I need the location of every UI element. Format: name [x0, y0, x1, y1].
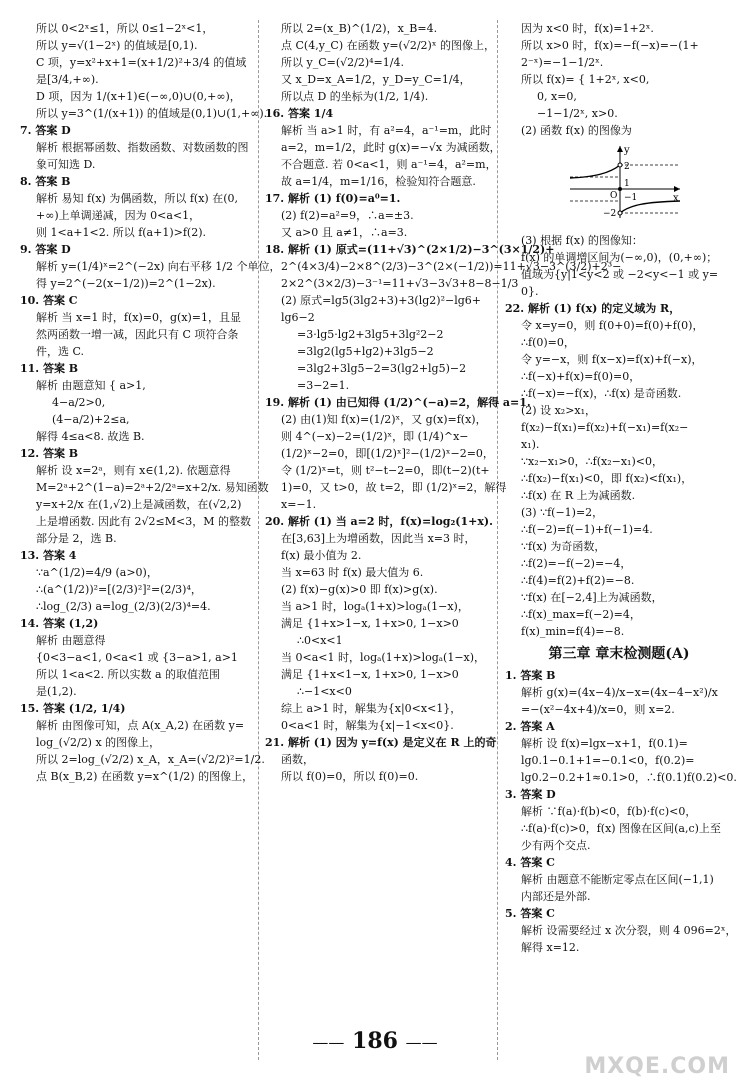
text-line: 21. 解析 (1) 因为 y=f(x) 是定义在 R 上的奇: [265, 736, 497, 749]
text-line: 在[3,63]上为增函数，因此当 x=3 时，: [281, 532, 476, 545]
text-line: 当 0<a<1 时，logₐ(1+x)>logₐ(1−x)，: [281, 651, 486, 664]
text-line: (3) ∵f(−1)=2，: [521, 506, 604, 519]
text-line: 解析 根据幂函数、指数函数、对数函数的图: [36, 141, 249, 154]
text-line: 2^(4×3/4)−2×8^(2/3)−3^(2×(−1/2))=11+√3−3^(3/2)+2³−: [281, 260, 622, 273]
text-line: x₁).: [521, 438, 540, 451]
text-line: x=−1.: [281, 498, 317, 511]
text-line: 5. 答案 C: [505, 907, 555, 920]
text-line: 解得 4≤a<8. 故选 B.: [36, 430, 145, 443]
text-line: {0<3−a<1, 0<a<1 或 {3−a>1, a>1: [36, 651, 238, 664]
text-line: 解析 设需要经过 x 次分裂，则 4 096=2ˣ，: [521, 924, 737, 937]
text-line: 所以 f(0)=0，所以 f(0)=0.: [281, 770, 419, 783]
text-line: 18. 解析 (1) 原式=(11+√3)^(2×1/2)−3^(3×1/2)+: [265, 243, 555, 256]
text-line: 解析 设 f(x)=lgx−x+1，f(0.1)=: [521, 737, 688, 750]
text-line: 因为 x<0 时，f(x)=1+2ˣ.: [521, 22, 654, 35]
text-line: (2) 函数 f(x) 的图像为: [521, 124, 632, 137]
text-line: C 项，y=x²+x+1=(x+1/2)²+3/4 的值域: [36, 56, 247, 69]
text-line: 所以 0<2ˣ≤1，所以 0≤1−2ˣ<1，: [36, 22, 214, 35]
text-line: M=2ᵃ+2^(1−a)=2ᵃ+2/2ᵃ=x+2/x. 易知函数: [36, 481, 269, 494]
text-line: 当 x=63 时 f(x) 最大值为 6.: [281, 566, 424, 579]
text-line: 函数，: [281, 753, 314, 766]
text-line: 值域为{y|1<y<2 或 −2<y<−1 或 y=: [521, 268, 719, 281]
text-line: +∞)上单调递减，因为 0<a<1，: [36, 209, 201, 222]
text-line: (2) f(x)−g(x)>0 即 f(x)>g(x).: [281, 583, 438, 596]
text-line: y=x+2/x 在(1,√2)上是减函数，在(√2,2): [36, 498, 242, 511]
text-line: 16. 答案 1/4: [265, 107, 334, 120]
graph-tick-m1: −1: [624, 193, 638, 203]
text-line: −1−1/2ˣ, x>0.: [537, 107, 618, 120]
text-line: 解析 由题意不能断定零点在区间(−1,1): [521, 873, 714, 886]
text-line: 0, x=0,: [537, 90, 577, 103]
text-line: 上是增函数. 因此有 2√2≤M<3，M 的整数: [36, 515, 251, 528]
text-line: 解析 当 a>1 时，有 a²=4，a⁻¹=m，此时: [281, 124, 492, 137]
text-line: 所以 y=√(1−2ˣ) 的值域是[0,1).: [36, 39, 198, 52]
text-line: 所以 y_C=(√2/2)⁴=1/4.: [281, 56, 404, 69]
text-line: ∴f(x)_max=f(−2)=4，: [521, 608, 641, 621]
text-line: 2×2^(3×2/3)−3⁻¹=11+√3−3√3+8−8−1/3: [281, 277, 519, 290]
text-line: lg6−2: [281, 311, 315, 324]
graph-tick-1: 1: [624, 179, 630, 189]
text-line: (4−a/2)+2≤a,: [52, 413, 130, 426]
text-line: 2⁻ˣ)=−1−1/2ˣ.: [521, 56, 604, 69]
text-line: 12. 答案 B: [20, 447, 79, 460]
text-line: 满足 {1+x>1−x, 1+x>0, 1−x>0: [281, 617, 459, 630]
text-line: lg0.1−0.1+1=−0.1<0，f(0.2)=: [521, 754, 695, 767]
page-number: —— 186 ——: [312, 1028, 438, 1054]
text-line: ∴f(−x)+f(x)=f(0)=0，: [521, 370, 641, 383]
text-line: ∴(a^(1/2))²=[(2/3)²]²=(2/3)⁴，: [36, 583, 202, 596]
text-line: =3lg2(lg5+lg2)+3lg5−2: [297, 345, 434, 358]
text-line: 8. 答案 B: [20, 175, 71, 188]
text-line: ∴−1<x<0: [297, 685, 352, 698]
text-line: 令 y=−x，则 f(x−x)=f(x)+f(−x)，: [521, 353, 703, 366]
text-line: 象可知选 D.: [36, 158, 96, 171]
text-line: 部分是 2，选 B.: [36, 532, 117, 545]
text-line: 4. 答案 C: [505, 856, 555, 869]
text-line: (3) 根据 f(x) 的图像知：: [521, 234, 643, 247]
q21-q22-solutions: [505, 232, 733, 640]
text-line: 17. 解析 (1) f(0)=a⁰=1.: [265, 192, 401, 205]
graph-y-label: y: [624, 145, 630, 156]
chapter-title: 第三章 章末检测题(A): [548, 646, 690, 662]
text-line: 1. 答案 B: [505, 669, 556, 682]
graph-origin: O: [610, 191, 618, 201]
text-line: 3. 答案 D: [505, 788, 556, 801]
text-line: (2) 设 x₂>x₁，: [521, 404, 597, 417]
text-line: 所以 2=log_(√2/2) x_A，x_A=(√2/2)²=1/2.: [36, 753, 265, 766]
column-divider-1: [258, 20, 259, 1060]
text-line: 15. 答案 (1/2, 1/4): [20, 702, 126, 715]
watermark: MXQE.COM: [584, 1054, 730, 1079]
text-line: ∵f(x) 为奇函数，: [521, 540, 606, 553]
text-line: ∴f(a)·f(c)>0，f(x) 图像在区间(a,c)上至: [521, 822, 721, 835]
text-line: 则 1<a+1<2. 所以 f(a+1)>f(2).: [36, 226, 206, 239]
text-line: a=2，m=1/2，此时 g(x)=−√x 为减函数，: [281, 141, 501, 154]
text-line: 当 a>1 时，logₐ(1+x)>logₐ(1−x)，: [281, 600, 469, 613]
text-line: 令 x=y=0，则 f(0+0)=f(0)+f(0)，: [521, 319, 704, 332]
text-line: 10. 答案 C: [20, 294, 78, 307]
text-line: ∵a^(1/2)=4/9 (a>0)，: [36, 566, 158, 579]
text-line: =−(x²−4x+4)/x=0，则 x=2.: [521, 703, 675, 716]
text-line: 不合题意. 若 0<a<1，则 a⁻¹=4，a²=m，: [281, 158, 497, 171]
text-line: 则 4^(−x)−2=(1/2)ˣ，即 (1/4)^x−: [281, 430, 469, 443]
text-line: ∴f(4)=f(2)+f(2)=−8.: [521, 574, 635, 587]
text-line: 解析 由图像可知，点 A(x_A,2) 在函数 y=: [36, 719, 245, 732]
text-line: 少有两个交点.: [521, 839, 591, 852]
column-divider-2: [497, 20, 498, 1060]
text-line: ∴0<x<1: [297, 634, 343, 647]
text-line: 件，选 C.: [36, 345, 85, 358]
text-line: 故 a=1/4，m=1/16，检验知符合题意.: [281, 175, 476, 188]
text-line: 所以 x>0 时，f(x)=−f(−x)=−(1+: [521, 39, 699, 52]
text-line: 所以 f(x)= { 1+2ˣ, x<0,: [521, 73, 650, 86]
text-line: (2) f(2)=a²=9，∴a=±3.: [281, 209, 414, 222]
text-line: 0<a<1 时，解集为{x|−1<x<0}.: [281, 719, 454, 732]
text-line: 所以点 D 的坐标为(1/2, 1/4).: [281, 90, 429, 103]
graph-x-label: x: [673, 193, 679, 204]
text-line: 令 (1/2)ˣ=t，则 t²−t−2=0，即(t−2)(t+: [281, 464, 490, 477]
text-line: lg0.2−0.2+1≈0.1>0，∴f(0.1)f(0.2)<0.: [521, 771, 737, 784]
text-line: 9. 答案 D: [20, 243, 71, 256]
text-line: f(x) 的单调增区间为(−∞,0)，(0,+∞)；: [521, 251, 718, 264]
answer-column-1: [20, 20, 281, 785]
text-line: 得 y=2^(−2(x−1/2))=2^(1−2x).: [36, 277, 216, 290]
text-line: 点 B(x_B,2) 在函数 y=x^(1/2) 的图像上，: [36, 770, 254, 783]
text-line: 所以 1<a<2. 所以实数 a 的取值范围: [36, 668, 221, 681]
text-line: 然两函数一增一减，因此只有 C 项符合条: [36, 328, 239, 341]
text-line: ∴f(0)=0，: [521, 336, 575, 349]
text-line: 又 a>0 且 a≠1，∴a=3.: [281, 226, 408, 239]
text-line: 7. 答案 D: [20, 124, 71, 137]
text-line: =3lg2+3lg5−2=3(lg2+lg5)−2: [297, 362, 467, 375]
answer-column-3: [505, 20, 737, 956]
text-line: 22. 解析 (1) f(x) 的定义域为 R，: [505, 302, 681, 315]
text-line: (1/2)ˣ−2=0，即[(1/2)ˣ]²−(1/2)ˣ−2=0，: [281, 447, 494, 460]
text-line: =3·lg5·lg2+3lg5+3lg²2−2: [297, 328, 444, 341]
text-line: 11. 答案 B: [20, 362, 79, 375]
text-line: 20. 解析 (1) 当 a=2 时，f(x)=log₂(1+x).: [265, 515, 493, 528]
text-line: 所以 y=3^(1/(x+1)) 的值域是(0,1)∪(1,+∞).: [36, 107, 268, 120]
text-line: 解析 g(x)=(4x−4)/x−x=(4x−4−x²)/x: [521, 686, 718, 699]
text-line: 1)=0，又 t>0，故 t=2，即 (1/2)ˣ=2，解得: [281, 481, 507, 494]
text-line: 13. 答案 4: [20, 549, 77, 562]
text-line: ∴f(x₂)−f(x₁)<0，即 f(x₂)<f(x₁)，: [521, 472, 693, 485]
text-line: 点 C(4,y_C) 在函数 y=(√2/2)ˣ 的图像上，: [281, 39, 495, 52]
graph-tick-pos: 2: [624, 162, 630, 172]
text-line: 满足 {1+x<1−x, 1+x>0, 1−x>0: [281, 668, 459, 681]
text-line: 是[3/4,+∞).: [36, 73, 99, 86]
text-line: 14. 答案 (1,2): [20, 617, 99, 630]
text-line: 解析 当 x=1 时，f(x)=0，g(x)=1，且显: [36, 311, 242, 324]
text-line: 是(1,2).: [36, 685, 77, 698]
text-line: ∵x₂−x₁>0，∴f(x₂−x₁)<0，: [521, 455, 663, 468]
text-line: 解析 易知 f(x) 为偶函数，所以 f(x) 在(0,: [36, 192, 238, 205]
text-line: 又 x_D=x_A=1/2，y_D=y_C=1/4，: [281, 73, 471, 86]
text-line: 19. 解析 (1) 由已知得 (1/2)^(−a)=2，解得 a=1.: [265, 396, 531, 409]
text-line: =3−2=1.: [297, 379, 350, 392]
text-line: f(x) 最小值为 2.: [281, 549, 362, 562]
text-line: ∴f(x) 在 R 上为减函数.: [521, 489, 636, 502]
text-line: 2. 答案 A: [505, 720, 555, 733]
text-line: 解析 由题意知 { a>1,: [36, 379, 146, 392]
graph-tick-neg: −2: [603, 209, 617, 219]
text-line: D 项，因为 1/(x+1)∈(−∞,0)∪(0,+∞)，: [36, 90, 241, 103]
text-line: f(x)_min=f(4)=−8.: [521, 625, 625, 638]
text-line: 解析 由题意得: [36, 634, 106, 647]
text-line: ∵f(x) 在[−2,4]上为减函数，: [521, 591, 663, 604]
text-line: 解析 y=(1/4)ˣ=2^(−2x) 向右平移 1/2 个单位，: [36, 260, 281, 273]
text-line: 0}.: [521, 285, 539, 298]
text-line: 解析 ∵f(a)·f(b)<0，f(b)·f(c)<0，: [521, 805, 697, 818]
text-line: 解析 设 x=2ᵃ，则有 x∈(1,2). 依题意得: [36, 464, 231, 477]
q21-continued: [505, 20, 733, 139]
text-line: 综上 a>1 时，解集为{x|0<x<1}，: [281, 702, 462, 715]
text-line: 4−a/2>0,: [52, 396, 106, 409]
text-line: (2) 由(1)知 f(x)=(1/2)ˣ，又 g(x)=f(x)，: [281, 413, 487, 426]
text-line: log_(√2/2) x 的图像上，: [36, 736, 161, 749]
text-line: (2) 原式=lg5(3lg2+3)+3(lg2)²−lg6+: [281, 294, 481, 307]
text-line: 内部还是外部.: [521, 890, 591, 903]
text-line: 所以 2=(x_B)^(1/2)，x_B=4.: [281, 22, 438, 35]
text-line: ∴f(2)=−f(−2)=−4，: [521, 557, 632, 570]
text-line: 解得 x=12.: [521, 941, 580, 954]
chapter3-answers: [505, 667, 737, 956]
text-line: ∴f(−2)=f(−1)+f(−1)=4.: [521, 523, 653, 536]
text-line: ∴f(−x)=−f(x)，∴f(x) 是奇函数.: [521, 387, 682, 400]
text-line: f(x₂)−f(x₁)=f(x₂)+f(−x₁)=f(x₂−: [521, 421, 689, 434]
text-line: ∴log_(2/3) a=log_(2/3)(2/3)⁴=4.: [36, 600, 211, 613]
piecewise-function-graph: [565, 143, 685, 223]
